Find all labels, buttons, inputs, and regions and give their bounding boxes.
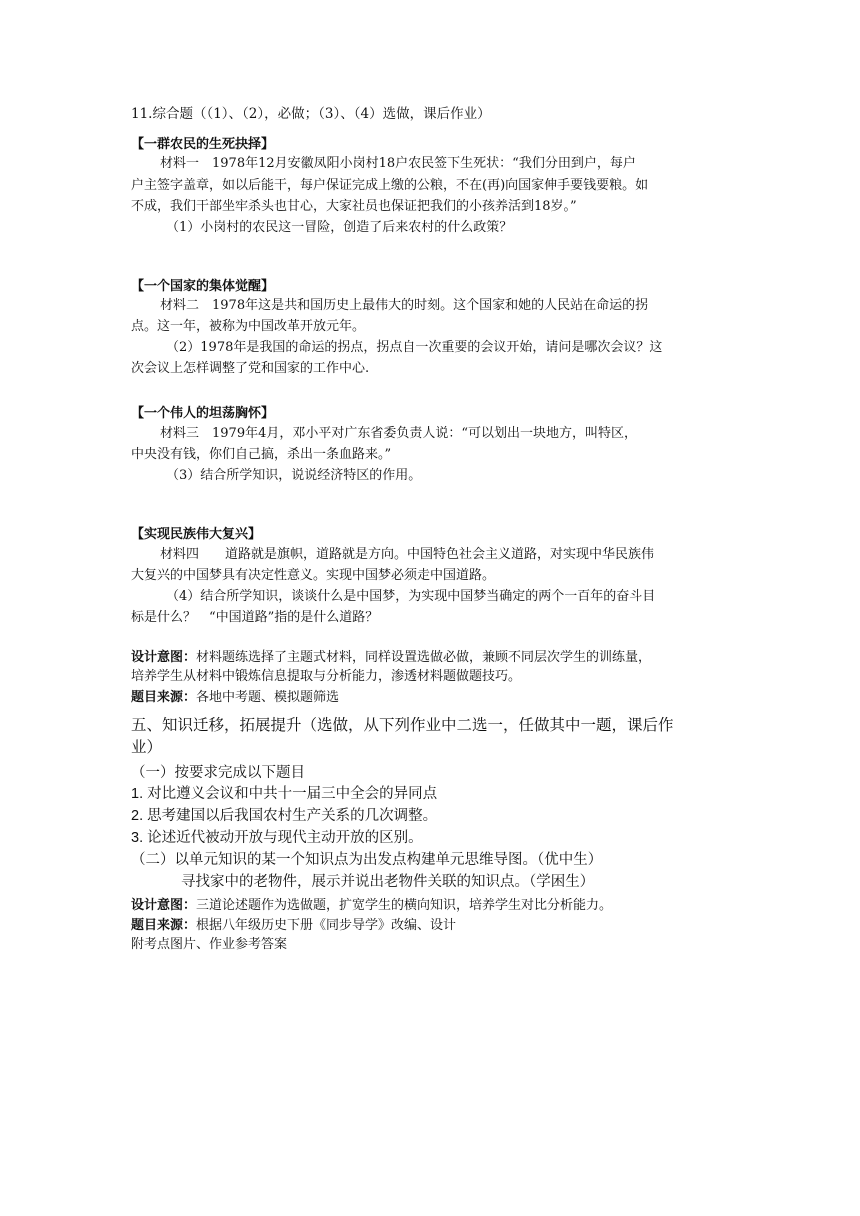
part-1-item-2: 2. 思考建国以后我国农村生产关系的几次调整。 [131, 808, 438, 824]
question-1: （1）小岗村的农民这一冒险，创造了后来农村的什么政策？ [166, 220, 513, 235]
material-1-line-3: 不成，我们干部坐牢杀头也甘心，大家社员也保证把我们的小孩养活到18岁。” [131, 199, 577, 214]
part-1-heading: （一）按要求完成以下题目 [131, 765, 305, 781]
appendix-note: 附考点图片、作业参考答案 [131, 937, 288, 952]
question-11-heading: 11.综合题（（1）、（2），必做；（3）、（4）选做，课后作业） [131, 106, 491, 122]
part-1-item-3: 3. 论述近代被动开放与现代主动开放的区别。 [131, 830, 423, 846]
question-2-line-1: （2）1978年是我国的命运的拐点，拐点自一次重要的会议开始，请问是哪次会议？这 [166, 340, 663, 355]
question-4-line-1: （4）结合所学知识，谈谈什么是中国梦，为实现中国梦当确定的两个一百年的奋斗目 [166, 589, 656, 604]
question-source-text: 各地中考题、模拟题筛选 [196, 690, 340, 705]
section-title-rejuvenation: 【实现民族伟大复兴】 [131, 526, 262, 541]
design-intent-text: 材料题练选择了主题式材料，同样设置选做必做，兼顾不同层次学生的训练量， [196, 650, 652, 665]
part-2-heading: （二）以单元知识的某一个知识点为出发点构建单元思维导图。（优中生） [131, 852, 603, 868]
material-1-line-2: 户主签字盖章，如以后能干，每户保证完成上缴的公粮，不在(再)向国家伸手要钱要粮。如 [131, 178, 649, 193]
design-intent-2-text: 三道论述题作为选做题，扩宽学生的横向知识，培养学生对比分析能力。 [196, 898, 613, 913]
material-4-line-1: 材料四 道路就是旗帜，道路就是方向。中国特色社会主义道路，对实现中华民族伟 [160, 547, 655, 562]
section-title-farmers: 【一群农民的生死抉择】 [131, 136, 275, 151]
material-3-line-2: 中央没有钱，你们自己搞，杀出一条血路来。” [131, 447, 392, 462]
section-5-title-line-1: 五、知识迁移，拓展提升（选做，从下列作业中二选一，任做其中一题，课后作 [131, 716, 674, 734]
part-2-line-2: 寻找家中的老物件，展示并说出老物件关联的知识点。（学困生） [181, 874, 595, 890]
material-2-line-2: 点。这一年，被称为中国改革开放元年。 [131, 319, 366, 334]
design-intent-label: 设计意图： [131, 649, 197, 664]
section-5-title-line-2: 业） [131, 738, 163, 756]
material-4-line-2: 大复兴的中国梦具有决定性意义。实现中国梦必须走中国道路。 [131, 568, 496, 583]
section-title-leader: 【一个伟人的坦荡胸怀】 [131, 405, 275, 420]
question-source-2 [131, 915, 456, 936]
question-source-2-label: 题目来源： [131, 917, 197, 932]
question-2-line-2: 次会议上怎样调整了党和国家的工作中心. [131, 361, 370, 376]
question-source-2-text: 根据八年级历史下册《同步导学》改编、设计 [196, 918, 457, 933]
design-intent-line-1 [131, 647, 651, 668]
design-intent-line-2: 培养学生从材料中锻炼信息提取与分析能力，渗透材料题做题技巧。 [131, 669, 522, 684]
material-1-line-1: 材料一 1978年12月安徽凤阳小岗村18户农民签下生死状：“我们分田到户，每户 [160, 156, 636, 171]
design-intent-2-label: 设计意图： [131, 897, 197, 912]
material-2-line-1: 材料二 1978年这是共和国历史上最伟大的时刻。这个国家和她的人民站在命运的拐 [160, 298, 649, 313]
material-3-line-1: 材料三 1979年4月，邓小平对广东省委负责人说：“可以划出一块地方，叫特区， [160, 426, 638, 441]
part-1-item-1: 1. 对比遵义会议和中共十一届三中全会的异同点 [131, 786, 438, 802]
question-4-line-2: 标是什么？ “中国道路”指的是什么道路？ [131, 610, 379, 625]
question-source-label: 题目来源： [131, 689, 197, 704]
design-intent-2 [131, 895, 612, 916]
question-source [131, 687, 339, 708]
question-3: （3）结合所学知识，说说经济特区的作用。 [166, 468, 422, 483]
section-title-awakening: 【一个国家的集体觉醒】 [131, 278, 275, 293]
